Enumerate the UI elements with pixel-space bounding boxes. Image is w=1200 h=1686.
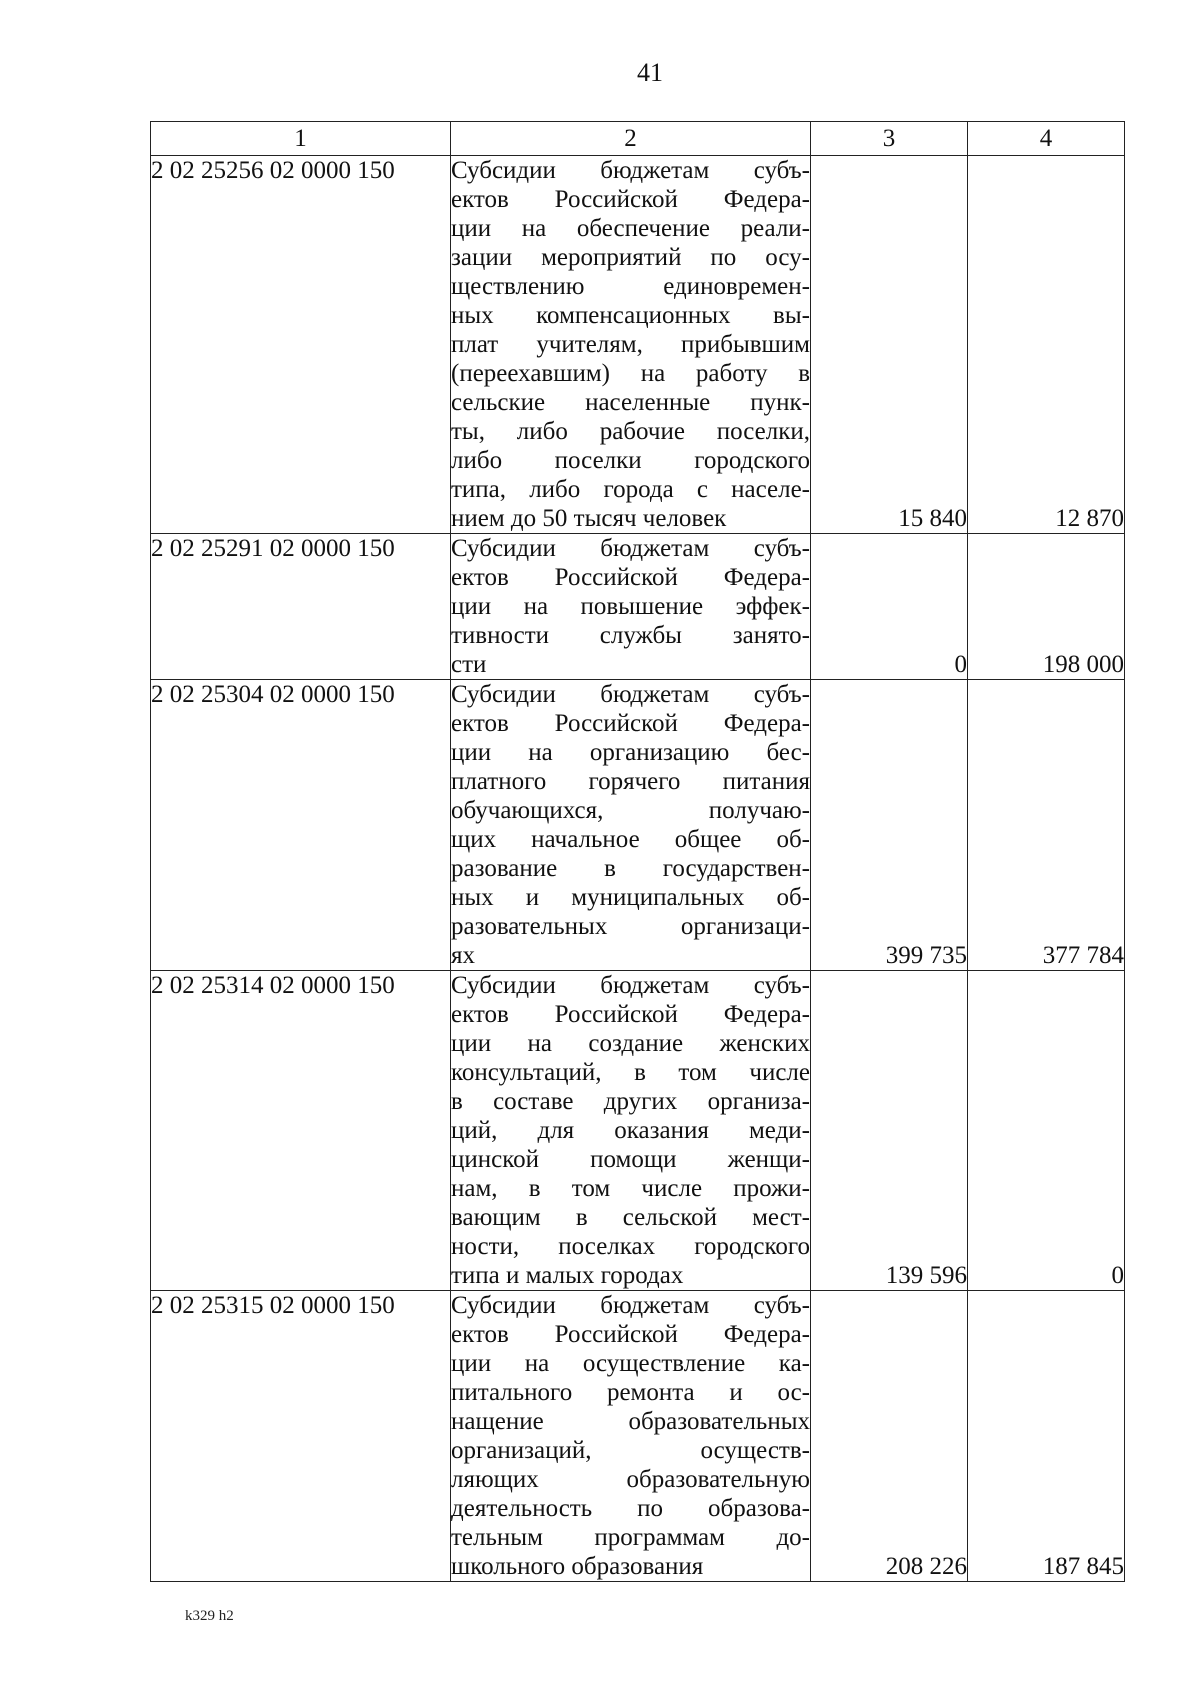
row-description-cell	[451, 680, 811, 971]
description-line: ектов Российской Федера-	[451, 186, 810, 213]
row-description-cell	[451, 156, 811, 534]
description-line: щих начальное общее об-	[451, 826, 810, 853]
description-line: ции на осуществление ка-	[451, 1350, 810, 1377]
table-header-row	[151, 122, 1125, 156]
row-value-col3: 208 226	[811, 1291, 968, 1582]
description-line: ных компенсационных вы-	[451, 302, 810, 329]
row-value-col3: 399 735	[811, 680, 968, 971]
description-line: сти	[451, 651, 487, 678]
description-line: ции на обеспечение реали-	[451, 215, 810, 242]
description-line: Субсидии бюджетам субъ-	[451, 535, 810, 562]
description-line: ляющих образовательную	[451, 1466, 810, 1493]
description-line: Субсидии бюджетам субъ-	[451, 972, 810, 999]
description-line: питального ремонта и ос-	[451, 1379, 810, 1406]
row-code-cell: 2 02 25291 02 0000 150	[151, 534, 451, 680]
description-line: плат учителям, прибывшим	[451, 331, 810, 358]
description-line: ных и муниципальных об-	[451, 884, 810, 911]
description-line: типа, либо города с населе-	[451, 476, 810, 503]
description-line: тельным программам до-	[451, 1524, 810, 1551]
budget-table	[150, 121, 1125, 1582]
row-value-col3: 15 840	[811, 156, 968, 534]
description-line: типа и малых городах	[451, 1262, 684, 1289]
description-line: ектов Российской Федера-	[451, 710, 810, 737]
page-number: 41	[637, 58, 663, 87]
description-line: вающим в сельской мест-	[451, 1204, 810, 1231]
description-line: организаций, осуществ-	[451, 1437, 810, 1464]
description-line: в составе других организа-	[451, 1088, 810, 1115]
column-header-3: 3	[811, 122, 968, 156]
description-line: ях	[451, 942, 475, 969]
description-line: нам, в том числе прожи-	[451, 1175, 810, 1202]
description-line: (переехавшим) на работу в	[451, 360, 810, 387]
row-code-cell: 2 02 25256 02 0000 150	[151, 156, 451, 534]
description-line: платного горячего питания	[451, 768, 810, 795]
row-value-col4: 377 784	[968, 680, 1125, 971]
description-line: Субсидии бюджетам субъ-	[451, 1292, 810, 1319]
description-line: тивности службы занято-	[451, 622, 810, 649]
row-value-col4: 198 000	[968, 534, 1125, 680]
row-description-cell	[451, 971, 811, 1291]
row-value-col4: 187 845	[968, 1291, 1125, 1582]
row-code-cell: 2 02 25304 02 0000 150	[151, 680, 451, 971]
table-row	[151, 156, 1125, 534]
row-code-cell: 2 02 25314 02 0000 150	[151, 971, 451, 1291]
description-line: сельские населенные пунк-	[451, 389, 810, 416]
table-row	[151, 1291, 1125, 1582]
description-line: либо поселки городского	[451, 447, 810, 474]
description-line: ции на создание женских	[451, 1030, 810, 1057]
description-line: обучающихся, получаю-	[451, 797, 810, 824]
description-line: ты, либо рабочие поселки,	[451, 418, 810, 445]
description-line: ществлению единовремен-	[451, 273, 810, 300]
footer-stamp: k329 h2	[185, 1608, 234, 1624]
column-header-2: 2	[451, 122, 811, 156]
row-description-cell	[451, 1291, 811, 1582]
table-row	[151, 534, 1125, 680]
description-line: Субсидии бюджетам субъ-	[451, 681, 810, 708]
description-line: школьного образования	[451, 1553, 704, 1580]
table-body	[151, 156, 1125, 1582]
table-row	[151, 971, 1125, 1291]
description-line: ции на повышение эффек-	[451, 593, 810, 620]
row-description-cell	[451, 534, 811, 680]
description-line: ций, для оказания меди-	[451, 1117, 810, 1144]
row-code-cell: 2 02 25315 02 0000 150	[151, 1291, 451, 1582]
description-line: цинской помощи женщи-	[451, 1146, 810, 1173]
row-value-col3: 139 596	[811, 971, 968, 1291]
table-row	[151, 680, 1125, 971]
row-value-col4: 0	[968, 971, 1125, 1291]
description-line: зации мероприятий по осу-	[451, 244, 810, 271]
row-value-col3: 0	[811, 534, 968, 680]
description-line: ности, поселках городского	[451, 1233, 810, 1260]
description-line: разование в государствен-	[451, 855, 810, 882]
description-line: разовательных организаци-	[451, 913, 810, 940]
description-line: деятельность по образова-	[451, 1495, 810, 1522]
description-line: ектов Российской Федера-	[451, 1321, 810, 1348]
description-line: нием до 50 тысяч человек	[451, 505, 727, 532]
description-line: ектов Российской Федера-	[451, 564, 810, 591]
description-line: Субсидии бюджетам субъ-	[451, 157, 810, 184]
row-value-col4: 12 870	[968, 156, 1125, 534]
description-line: ции на организацию бес-	[451, 739, 810, 766]
description-line: ектов Российской Федера-	[451, 1001, 810, 1028]
column-header-1: 1	[151, 122, 451, 156]
column-header-4: 4	[968, 122, 1125, 156]
description-line: консультаций, в том числе	[451, 1059, 810, 1086]
description-line: нащение образовательных	[451, 1408, 810, 1435]
